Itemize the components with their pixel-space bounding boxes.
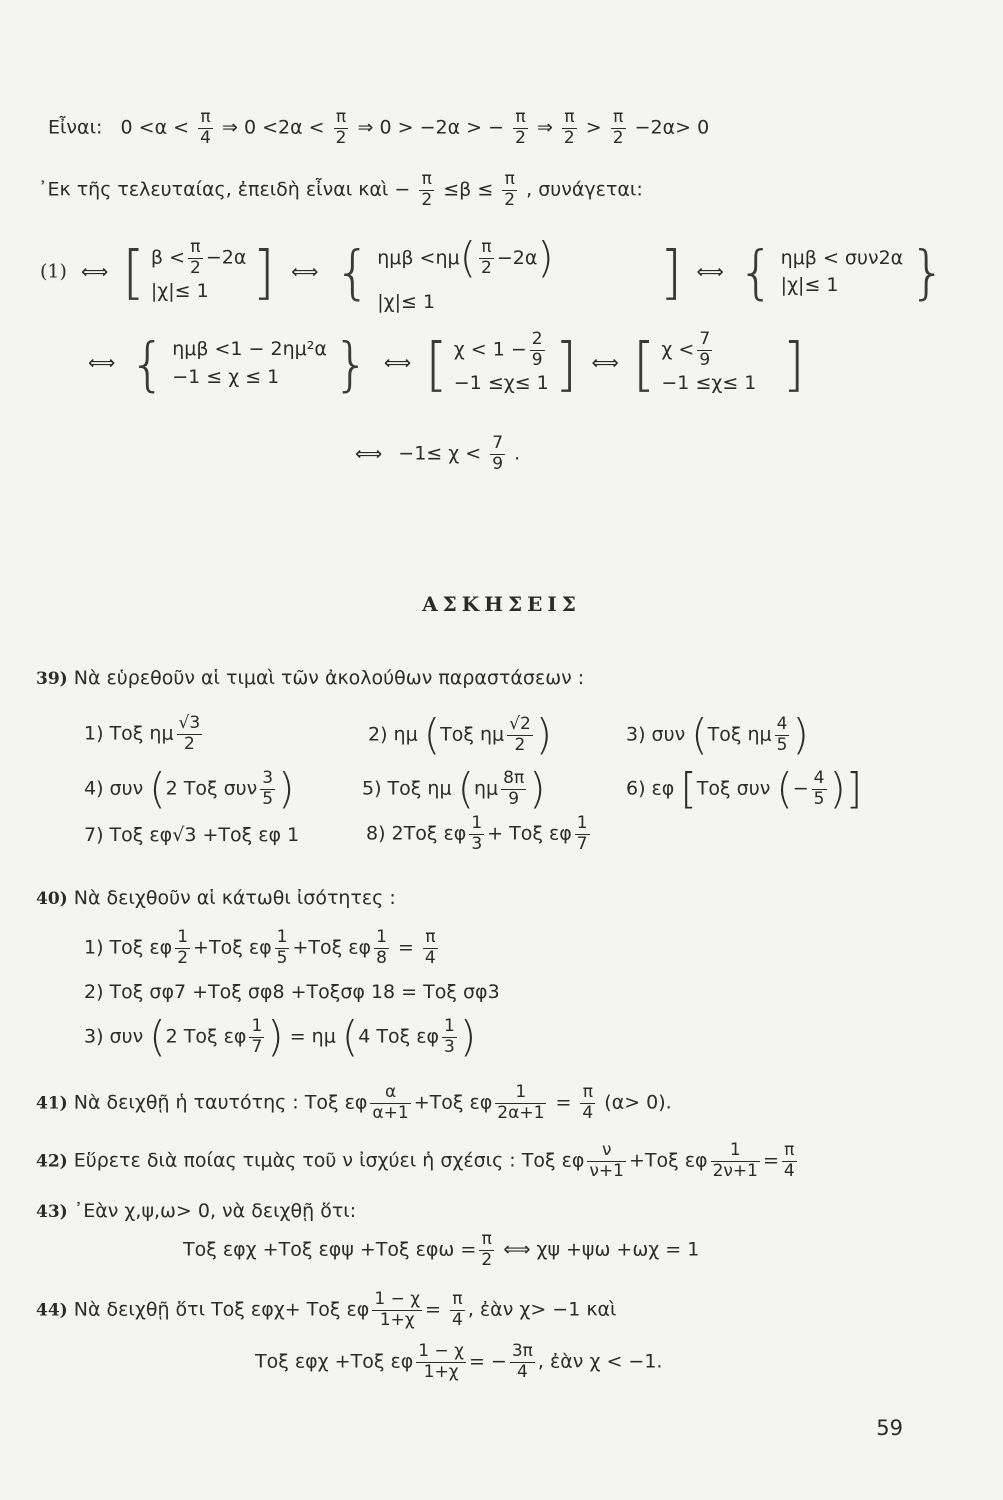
text-part: ≤β ≤ [443,178,494,201]
implies-arrow: ⇒ [536,116,553,139]
exercise-text: Εὕρετε διὰ ποίας τιμὰς τοῦ ν ἰσχύει ἡ σχέσις : Τοξ εφ [73,1149,585,1172]
equivalence-arrow: ⟺ [355,442,383,465]
system-b: ημβ <ημ( $\frac{\pi}{2}$ −2α) |χ|≤ 1 [377,233,554,313]
solution-line-1 [48,108,709,148]
equivalence-arrow: ⟺ [291,260,319,283]
exercise-number: 39) [36,669,68,689]
system-c: ημβ < συν2α |χ|≤ 1 [780,246,904,297]
exercise-number: 42) [36,1151,68,1172]
solution-line-4: ⟺ { ημβ <1 − 2ημ²α −1 ≤ χ ≤ 1 } ⟺ [ χ < 1 − $\frac{2}{9}$ −1 ≤χ≤ 1 ] ⟺ [ χ < $\frac{7}{9}$ −1 ≤χ≤ 1 ] [88,329,806,398]
inequality-part: > [585,116,602,139]
exercise-number: 43) [36,1202,68,1222]
exercise-40-item-1: 1) Τοξ εφ $\frac{1}{2}$ +Τοξ εφ $\frac{1}{5}$ +Τοξ εφ $\frac{1}{8}$ = $\frac{\pi}{4}$ [84,927,436,968]
fraction: $\frac{\pi}{2}$ [504,169,516,210]
exercise-44-line-1: 44) Νὰ δειχθῇ ὅτι Τοξ εφχ+ Τοξ εφ $\frac{1 - \chi}{1+\chi}$ = $\frac{\pi}{4}$ , ἐὰν χ> −1 καὶ [36,1289,617,1330]
fraction: $\frac{\pi}{2}$ [421,169,433,210]
exercise-39-item-4: 4) συν (2 Τοξ συν $\frac{3}{5}$ ) [84,764,295,813]
system-f: χ < $\frac{7}{9}$ −1 ≤χ≤ 1 [661,329,757,395]
fraction: $\frac{\pi}{4}$ [200,107,211,148]
page-number: 59 [876,1416,903,1440]
system-d: ημβ <1 − 2ημ²α −1 ≤ χ ≤ 1 [172,338,327,388]
solution-line-3: (1) ⟺ [ β < $\frac{\pi}{2}$ −2α |χ|≤ 1 ] ⟺ { ημβ <ημ( $\frac{\pi}{2}$ −2α) |χ|≤ 1 ] ⟺ { ημβ < συν2α |χ|≤ 1 } [40,228,946,316]
exercise-40-statement [36,889,396,908]
exercise-41: 41) Νὰ δειχθῇ ἡ ταυτότης : Τοξ εφ $\frac{\alpha}{\alpha+1}$ +Τοξ εφ $\frac{1}{2\alpha+1}$ = $\frac{\pi}{4}$ (α> 0). [36,1082,672,1123]
fraction: $\frac{\pi}{2}$ [612,107,624,148]
solution-line-5: ⟺ −1≤ χ < $\frac{7}{9}$ . [355,433,521,474]
equation-label: (1) [40,260,67,283]
exercise-43-statement [36,1202,356,1221]
inequality-part: 0 <α < [120,116,190,139]
exercise-39-item-5: 5) Τοξ ημ (ημ $\frac{8\pi}{9}$ ) [362,764,546,813]
inequality-part: 0 > −2α > − [379,116,505,139]
exercise-39-item-2: 2) ημ (Τοξ ημ $\frac{√2}{2}$ ) [368,710,553,759]
exercise-39-item-7: 7) Τοξ εφ√3 +Τοξ εφ 1 [84,824,300,846]
inequality-part: 0 <2α < [243,116,325,139]
exercise-text: ᾿Εὰν χ,ψ,ω> 0, νὰ δειχθῇ ὅτι: [73,1200,357,1222]
equivalence-arrow: ⟺ [383,352,412,375]
exercise-40-item-2: 2) Τοξ σφ7 +Τοξ σφ8 +Τοξσφ 18 = Τοξ σφ3 [84,981,500,1003]
exercise-43-equation: Τοξ εφχ +Τοξ εφψ +Τοξ εφω = $\frac{\pi}{2}$ ⟺ χψ +ψω +ωχ = 1 [183,1229,700,1270]
equivalence-arrow: ⟺ [696,260,724,283]
exercise-39-item-3: 3) συν (Τοξ ημ $\frac{4}{5}$ ) [626,710,809,759]
exercise-39-item-6: 6) εφ [Τοξ συν (− $\frac{4}{5}$ )] [626,764,863,813]
exercise-44-line-2: Τοξ εφχ +Τοξ εφ $\frac{1 - \chi}{1+\chi}$ = − $\frac{3\pi}{4}$ , ἐὰν χ < −1. [255,1341,663,1382]
exercise-text: Νὰ δειχθοῦν αἱ κάτωθι ἰσότητες : [73,887,396,909]
fraction: $\frac{\pi}{2}$ [335,107,347,148]
equivalence-arrow: ⟺ [80,260,109,283]
final-result: −1≤ χ < [398,442,482,465]
fraction: $\frac{\pi}{2}$ [515,107,526,148]
exercises-heading: ΑΣΚΗΣΕΙΣ [422,592,581,616]
exercise-42: 42) Εὕρετε διὰ ποίας τιμὰς τοῦ ν ἰσχύει ἡ σχέσις : Τοξ εφ $\frac{\nu}{\nu+1}$ +Τοξ εφ $\frac{1}{2\nu+1}$ = $\frac{\pi}{4}$ [36,1140,795,1181]
exercise-number: 41) [36,1093,68,1114]
lead-word: Εἶναι: [48,116,103,139]
exercise-number: 40) [36,889,68,909]
equivalence-arrow: ⟺ [88,352,116,375]
implies-arrow: ⇒ [222,116,238,139]
implies-arrow: ⇒ [357,116,374,139]
system-e: χ < 1 − $\frac{2}{9}$ −1 ≤χ≤ 1 [453,329,549,395]
exercise-39-item-1: 1) Τοξ ημ $\frac{√3}{2}$ [84,713,201,754]
inequality-part: −2α> 0 [634,116,710,139]
exercise-text: Νὰ δειχθῇ ὅτι Τοξ εφχ+ Τοξ εφ [73,1298,370,1321]
exercise-number: 44) [36,1300,68,1321]
exercise-39-item-8: 8) 2Τοξ εφ $\frac{1}{3}$ + Τοξ εφ $\frac{1}{7}$ [366,813,588,854]
fraction: $\frac{7}{9}$ [492,433,504,474]
text-part: , συνάγεται: [526,178,643,201]
exercise-40-item-3: 3) συν (2 Τοξ εφ $\frac{1}{7}$ ) = ημ (4 Τοξ εφ $\frac{1}{3}$ ) [84,1012,477,1061]
text-part: ᾿Εκ τῆς τελευταίας, ἐπειδὴ εἶναι καὶ − [38,178,411,201]
exercise-text: Νὰ δειχθῇ ἡ ταυτότης : Τοξ εφ [73,1091,368,1114]
system-a: β < $\frac{\pi}{2}$ −2α |χ|≤ 1 [150,237,247,303]
fraction: $\frac{\pi}{2}$ [563,107,575,148]
equivalence-arrow: ⟺ [591,352,619,375]
exercise-text: Νὰ εὑρεθοῦν αἱ τιμαὶ τῶν ἀκολούθων παραστάσεων : [73,667,585,689]
solution-line-2 [38,170,643,210]
exercise-39-statement [36,669,584,688]
